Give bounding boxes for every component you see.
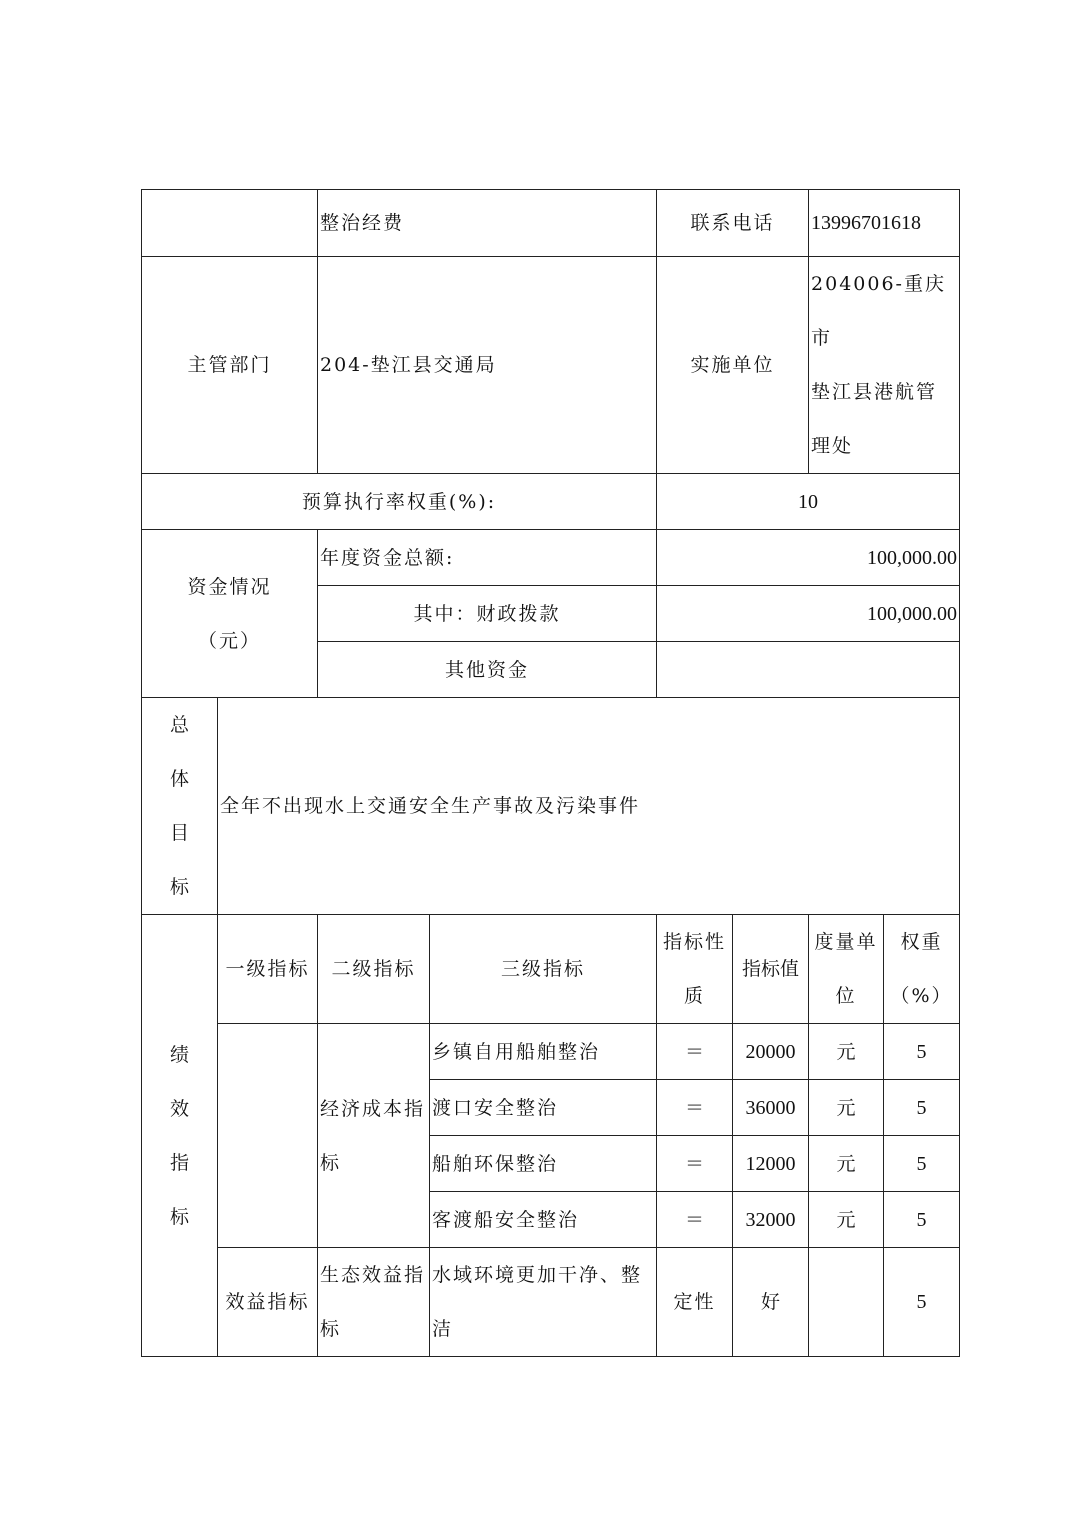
indicator-name — [430, 1248, 657, 1357]
indicator-value: 12000 — [733, 1136, 809, 1192]
indicator-unit — [809, 1248, 884, 1357]
phone-value: 13996701618 — [809, 190, 960, 257]
indicator-unit: 元 — [809, 1136, 884, 1192]
project-label-cell — [142, 190, 318, 257]
header-value: 指标值 — [733, 915, 809, 1024]
header-nature-line: 质 — [684, 985, 706, 1007]
indicator-name: 渡口安全整治 — [430, 1080, 657, 1136]
phone-label: 联系电话 — [657, 190, 809, 257]
header-level2: 二级指标 — [318, 915, 430, 1024]
indicator-name-line: 水域环境更加干净、整 — [432, 1264, 643, 1286]
goal-label-char: 总 — [169, 714, 189, 736]
perf-label-char: 绩 — [169, 1043, 189, 1066]
group1-level2-line: 经济成本指 — [320, 1097, 426, 1120]
indicator-nature: 定性 — [657, 1248, 733, 1357]
funds-total-label: 年度资金总额: — [318, 530, 657, 586]
group2-level1: 效益指标 — [218, 1248, 318, 1357]
funds-total-value: 100,000.00 — [657, 530, 960, 586]
indicator-name: 客渡船安全整治 — [430, 1192, 657, 1248]
indicator-value: 好 — [733, 1248, 809, 1357]
dept-value: 204-垫江县交通局 — [318, 257, 657, 474]
project-name: 整治经费 — [318, 190, 657, 257]
funds-fiscal-value: 100,000.00 — [657, 586, 960, 642]
indicator-name: 乡镇自用船舶整治 — [430, 1024, 657, 1080]
row-budget — [142, 474, 960, 530]
table-row — [142, 1248, 960, 1357]
perf-label-char: 标 — [169, 1205, 189, 1228]
funds-label-line1: 资金情况 — [187, 575, 272, 598]
indicator-weight: 5 — [884, 1192, 960, 1248]
indicator-value: 32000 — [733, 1192, 809, 1248]
header-level1: 一级指标 — [218, 915, 318, 1024]
indicator-value: 20000 — [733, 1024, 809, 1080]
header-nature — [657, 915, 733, 1024]
unit-value-line: 垫江县港航管 — [811, 381, 938, 403]
dept-label: 主管部门 — [142, 257, 318, 474]
row-project — [142, 190, 960, 257]
indicator-nature: ＝ — [657, 1136, 733, 1192]
unit-value-line: 理处 — [811, 435, 854, 457]
header-nature-line: 指标性 — [663, 931, 727, 953]
row-goal — [142, 698, 960, 915]
funds-label — [142, 530, 318, 698]
header-unit-line: 位 — [835, 985, 857, 1007]
row-funds-total — [142, 530, 960, 586]
header-level3: 三级指标 — [430, 915, 657, 1024]
header-weight-line: （%） — [890, 985, 953, 1007]
group2-level2-line: 生态效益指 — [320, 1264, 426, 1286]
indicator-weight: 5 — [884, 1136, 960, 1192]
perf-label — [142, 915, 218, 1357]
indicator-unit: 元 — [809, 1192, 884, 1248]
indicator-name: 船舶环保整治 — [430, 1136, 657, 1192]
budget-weight-label: 预算执行率权重(%): — [142, 474, 657, 530]
header-weight — [884, 915, 960, 1024]
indicator-nature: ＝ — [657, 1024, 733, 1080]
indicator-unit: 元 — [809, 1080, 884, 1136]
indicator-weight: 5 — [884, 1248, 960, 1357]
unit-value — [809, 257, 960, 474]
perf-label-char: 指 — [169, 1151, 189, 1174]
header-unit-line: 度量单 — [814, 931, 878, 953]
group2-level2-line: 标 — [320, 1318, 342, 1340]
goal-label — [142, 698, 218, 915]
indicator-unit: 元 — [809, 1024, 884, 1080]
budget-weight-value: 10 — [657, 474, 960, 530]
indicator-name-line: 洁 — [432, 1318, 454, 1340]
group1-level1 — [218, 1024, 318, 1248]
group2-level2 — [318, 1248, 430, 1357]
funds-other-value — [657, 642, 960, 698]
indicator-nature: ＝ — [657, 1080, 733, 1136]
header-unit — [809, 915, 884, 1024]
table-row — [142, 1024, 960, 1080]
funds-fiscal-label: 其中：财政拨款 — [318, 586, 657, 642]
group1-level2-line: 标 — [320, 1151, 342, 1174]
row-perf-header — [142, 915, 960, 1024]
goal-label-char: 体 — [169, 768, 189, 790]
indicator-value: 36000 — [733, 1080, 809, 1136]
group1-level2 — [318, 1024, 430, 1248]
funds-label-line2: （元） — [197, 629, 261, 652]
header-weight-line: 权重 — [900, 931, 943, 953]
row-dept — [142, 257, 960, 474]
unit-label: 实施单位 — [657, 257, 809, 474]
indicator-nature: ＝ — [657, 1192, 733, 1248]
funds-other-label: 其他资金 — [318, 642, 657, 698]
goal-label-char: 目 — [169, 822, 189, 844]
unit-value-line: 204006-重庆市 — [811, 273, 946, 349]
performance-target-table — [141, 189, 960, 1357]
goal-text: 全年不出现水上交通安全生产事故及污染事件 — [218, 698, 960, 915]
perf-label-char: 效 — [169, 1097, 189, 1120]
indicator-weight: 5 — [884, 1024, 960, 1080]
goal-label-char: 标 — [169, 876, 189, 898]
indicator-weight: 5 — [884, 1080, 960, 1136]
